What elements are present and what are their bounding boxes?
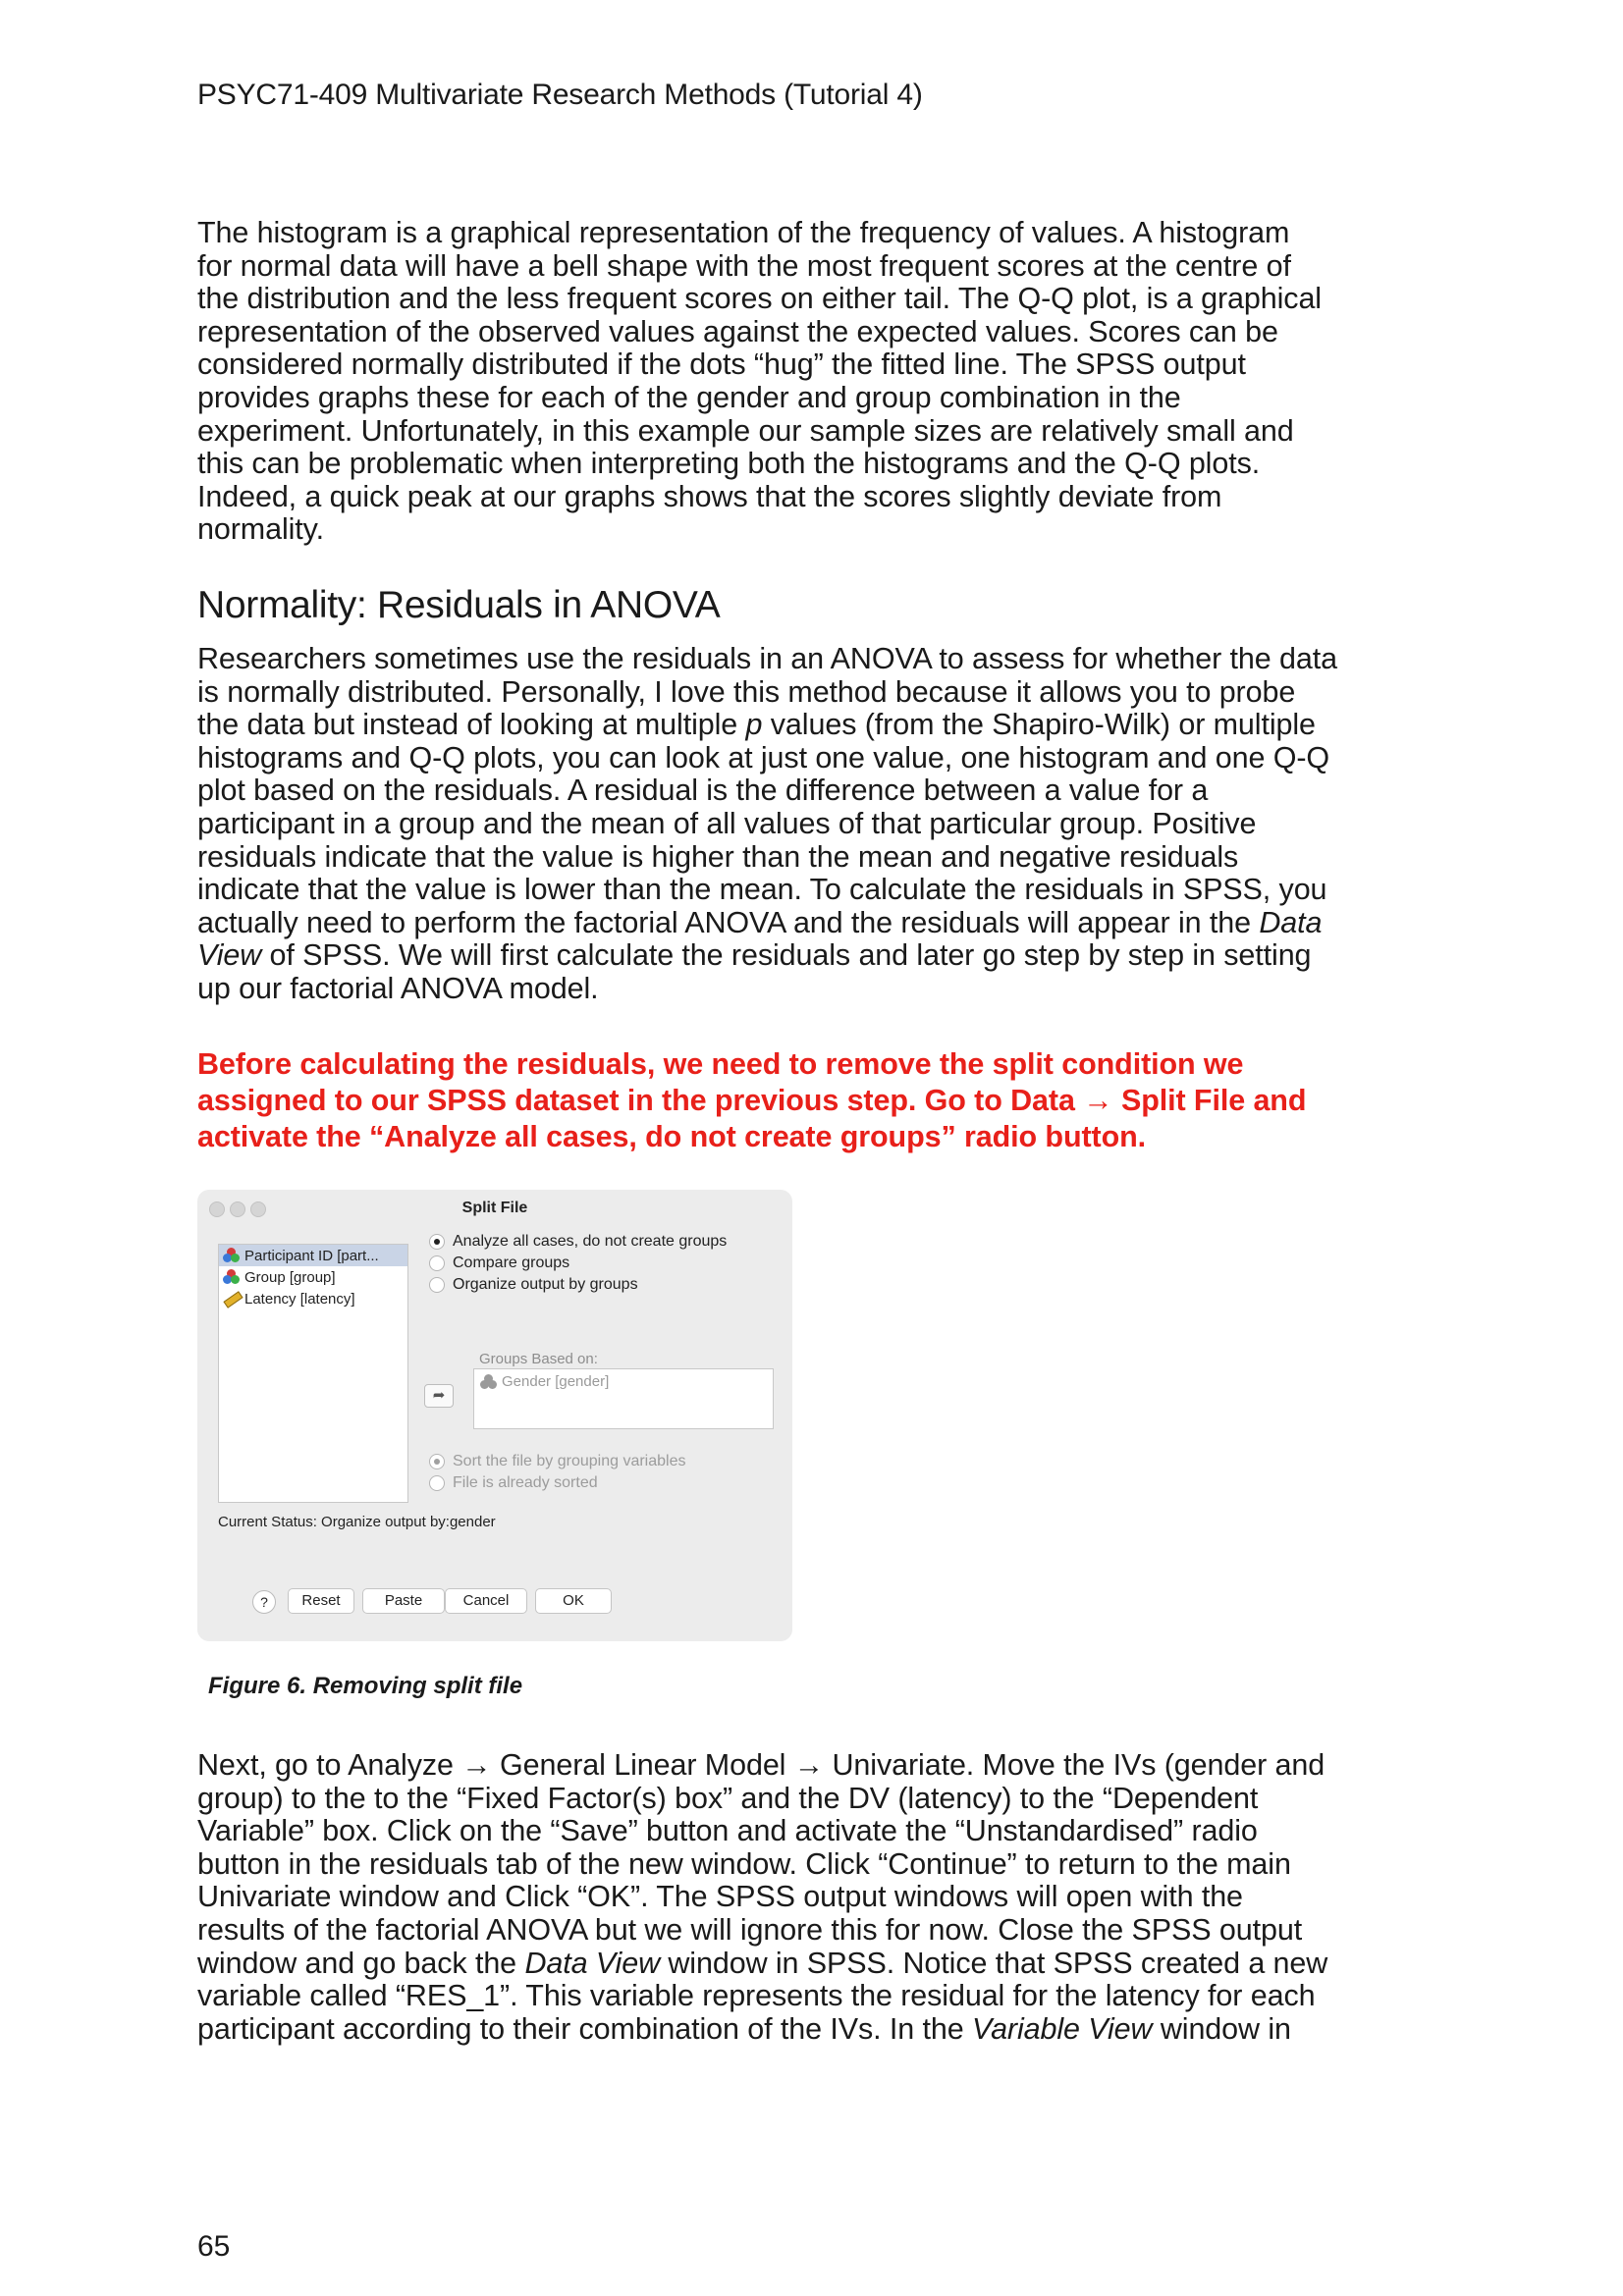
- radio-label: Organize output by groups: [453, 1276, 638, 1293]
- text-line: the distribution and the less frequent scores on either tail. The Q-Q plot, is a graphical: [197, 282, 1322, 316]
- text-line: Variable” box. Click on the “Save” button and activate the “Unstandardised” radio: [197, 1814, 1258, 1848]
- instruction-paragraph: [197, 1046, 1444, 1155]
- italic-data: Data: [1259, 905, 1323, 939]
- nominal-icon: [480, 1374, 498, 1390]
- radio-sort-file[interactable]: [429, 1453, 685, 1470]
- intro-paragraph: [197, 217, 1444, 547]
- residuals-paragraph: [197, 643, 1444, 1006]
- text-line: participant in a group and the mean of all values of that particular group. Positive: [197, 806, 1257, 840]
- dialog-titlebar: [197, 1190, 792, 1223]
- move-variable-button[interactable]: ➦: [424, 1384, 454, 1408]
- italic-data-view: Data View: [524, 1946, 660, 1980]
- ok-button[interactable]: OK: [535, 1588, 612, 1614]
- text-line: provides graphs these for each of the gender and group combination in the: [197, 380, 1181, 414]
- scale-ruler-icon: [223, 1291, 241, 1307]
- text-segment: actually need to perform the factorial ANOVA and the residuals will appear in the: [197, 905, 1260, 939]
- text-line: representation of the observed values against the expected values. Scores can be: [197, 314, 1278, 348]
- variable-item-group[interactable]: [219, 1266, 407, 1288]
- split-file-dialog: [197, 1190, 792, 1641]
- text-line: Researchers sometimes use the residuals in an ANOVA to assess for whether the data: [197, 642, 1337, 675]
- italic-view: View: [197, 938, 262, 973]
- text-line: indicate that the value is lower than the mean. To calculate the residuals in SPSS, you: [197, 873, 1327, 907]
- text-line: considered normally distributed if the dots “hug” the fitted line. The SPSS output: [197, 347, 1246, 382]
- text-line: [197, 1948, 1444, 1981]
- text-line: for normal data will have a bell shape with the most frequent scores at the centre of: [197, 248, 1291, 283]
- radio-already-sorted[interactable]: [429, 1474, 598, 1492]
- radio-analyze-all[interactable]: [429, 1233, 727, 1251]
- text-line: [197, 709, 1444, 742]
- radio-organize-output[interactable]: [429, 1276, 638, 1294]
- cancel-button[interactable]: Cancel: [445, 1588, 527, 1614]
- variable-label: Participant ID [part...: [244, 1247, 379, 1264]
- variable-label: Group [group]: [244, 1268, 336, 1286]
- reset-button[interactable]: Reset: [288, 1588, 354, 1614]
- text-segment: values (from the Shapiro-Wilk) or multiple: [762, 708, 1316, 742]
- instruction-line: assigned to our SPSS dataset in the previous step. Go to Data → Split File and: [197, 1084, 1307, 1117]
- text-line: is normally distributed. Personally, I love this method because it allows you to probe: [197, 674, 1296, 709]
- text-line: group) to the to the “Fixed Factor(s) box” and the DV (latency) to the “Dependent: [197, 1781, 1259, 1815]
- groups-based-on-list[interactable]: [473, 1368, 774, 1429]
- text-line: residuals indicate that the value is higher than the mean and negative residuals: [197, 839, 1239, 874]
- radio-label: Compare groups: [453, 1255, 570, 1271]
- radio-selected-icon[interactable]: [429, 1234, 445, 1250]
- text-line: [197, 2013, 1444, 2047]
- paste-button[interactable]: Paste: [362, 1588, 445, 1614]
- current-status: Current Status: Organize output by:gender: [218, 1514, 496, 1530]
- text-segment: the data but instead of looking at multiple: [197, 708, 746, 742]
- figure-caption: Figure 6. Removing split file: [208, 1673, 523, 1699]
- text-segment: participant according to their combination of the IVs. In the: [197, 2011, 972, 2046]
- text-line: Next, go to Analyze → General Linear Model → Univariate. Move the IVs (gender and: [197, 1748, 1325, 1782]
- text-line: [197, 939, 1444, 973]
- radio-icon[interactable]: [429, 1255, 445, 1271]
- help-button[interactable]: ?: [252, 1590, 276, 1614]
- text-line: histograms and Q-Q plots, you can look at just one value, one histogram and one Q-Q: [197, 740, 1330, 774]
- group-variable-item[interactable]: [480, 1373, 609, 1390]
- radio-compare-groups[interactable]: [429, 1255, 569, 1272]
- radio-label: File is already sorted: [453, 1474, 598, 1491]
- text-line: plot based on the residuals. A residual is the difference between a value for a: [197, 774, 1209, 808]
- text-line: Univariate window and Click “OK”. The SPSS output windows will open with the: [197, 1880, 1243, 1914]
- groups-based-on-label: Groups Based on:: [479, 1351, 598, 1367]
- radio-icon[interactable]: [429, 1277, 445, 1293]
- nominal-icon: [223, 1248, 241, 1263]
- group-variable-label: Gender [gender]: [502, 1373, 610, 1390]
- instruction-line: activate the “Analyze all cases, do not create groups” radio button.: [197, 1120, 1147, 1153]
- variable-label: Latency [latency]: [244, 1290, 355, 1308]
- page-header: PSYC71-409 Multivariate Research Methods (Tutorial 4): [197, 79, 923, 111]
- italic-p: p: [745, 708, 763, 742]
- section-heading: Normality: Residuals in ANOVA: [197, 584, 721, 626]
- variable-item-latency[interactable]: [219, 1288, 407, 1309]
- text-line: The histogram is a graphical representation of the frequency of values. A histogram: [197, 216, 1290, 249]
- text-line: experiment. Unfortunately, in this example our sample sizes are relatively small and: [197, 413, 1294, 448]
- variable-list[interactable]: [218, 1244, 408, 1503]
- radio-label: Sort the file by grouping variables: [453, 1453, 686, 1469]
- italic-variable-view: Variable View: [971, 2011, 1153, 2046]
- dialog-title: Split File: [461, 1200, 528, 1216]
- radio-icon[interactable]: [429, 1475, 445, 1491]
- text-line: this can be problematic when interpreting both the histograms and the Q-Q plots.: [197, 447, 1261, 481]
- radio-label: Analyze all cases, do not create groups: [453, 1233, 728, 1250]
- instruction-line: Before calculating the residuals, we need to remove the split condition we: [197, 1047, 1244, 1081]
- text-line: variable called “RES_1”. This variable represents the residual for the latency for each: [197, 1979, 1316, 2013]
- text-segment: window in SPSS. Notice that SPSS created a new: [660, 1946, 1328, 1980]
- text-line: [197, 907, 1444, 940]
- radio-selected-icon[interactable]: [429, 1454, 445, 1469]
- univariate-paragraph: [197, 1749, 1444, 2046]
- variable-item-participant[interactable]: [219, 1245, 407, 1266]
- text-line: button in the residuals tab of the new window. Click “Continue” to return to the main: [197, 1846, 1291, 1881]
- text-line: up our factorial ANOVA model.: [197, 971, 599, 1005]
- text-segment: of SPSS. We will first calculate the residuals and later go step by step in setting: [261, 938, 1312, 973]
- text-segment: window and go back the: [197, 1946, 525, 1980]
- page-number: 65: [197, 2230, 231, 2263]
- text-line: Indeed, a quick peak at our graphs shows that the scores slightly deviate from: [197, 479, 1222, 513]
- text-line: results of the factorial ANOVA but we will ignore this for now. Close the SPSS output: [197, 1912, 1303, 1947]
- nominal-icon: [223, 1269, 241, 1285]
- text-line: normality.: [197, 512, 324, 547]
- text-segment: window in: [1152, 2011, 1291, 2046]
